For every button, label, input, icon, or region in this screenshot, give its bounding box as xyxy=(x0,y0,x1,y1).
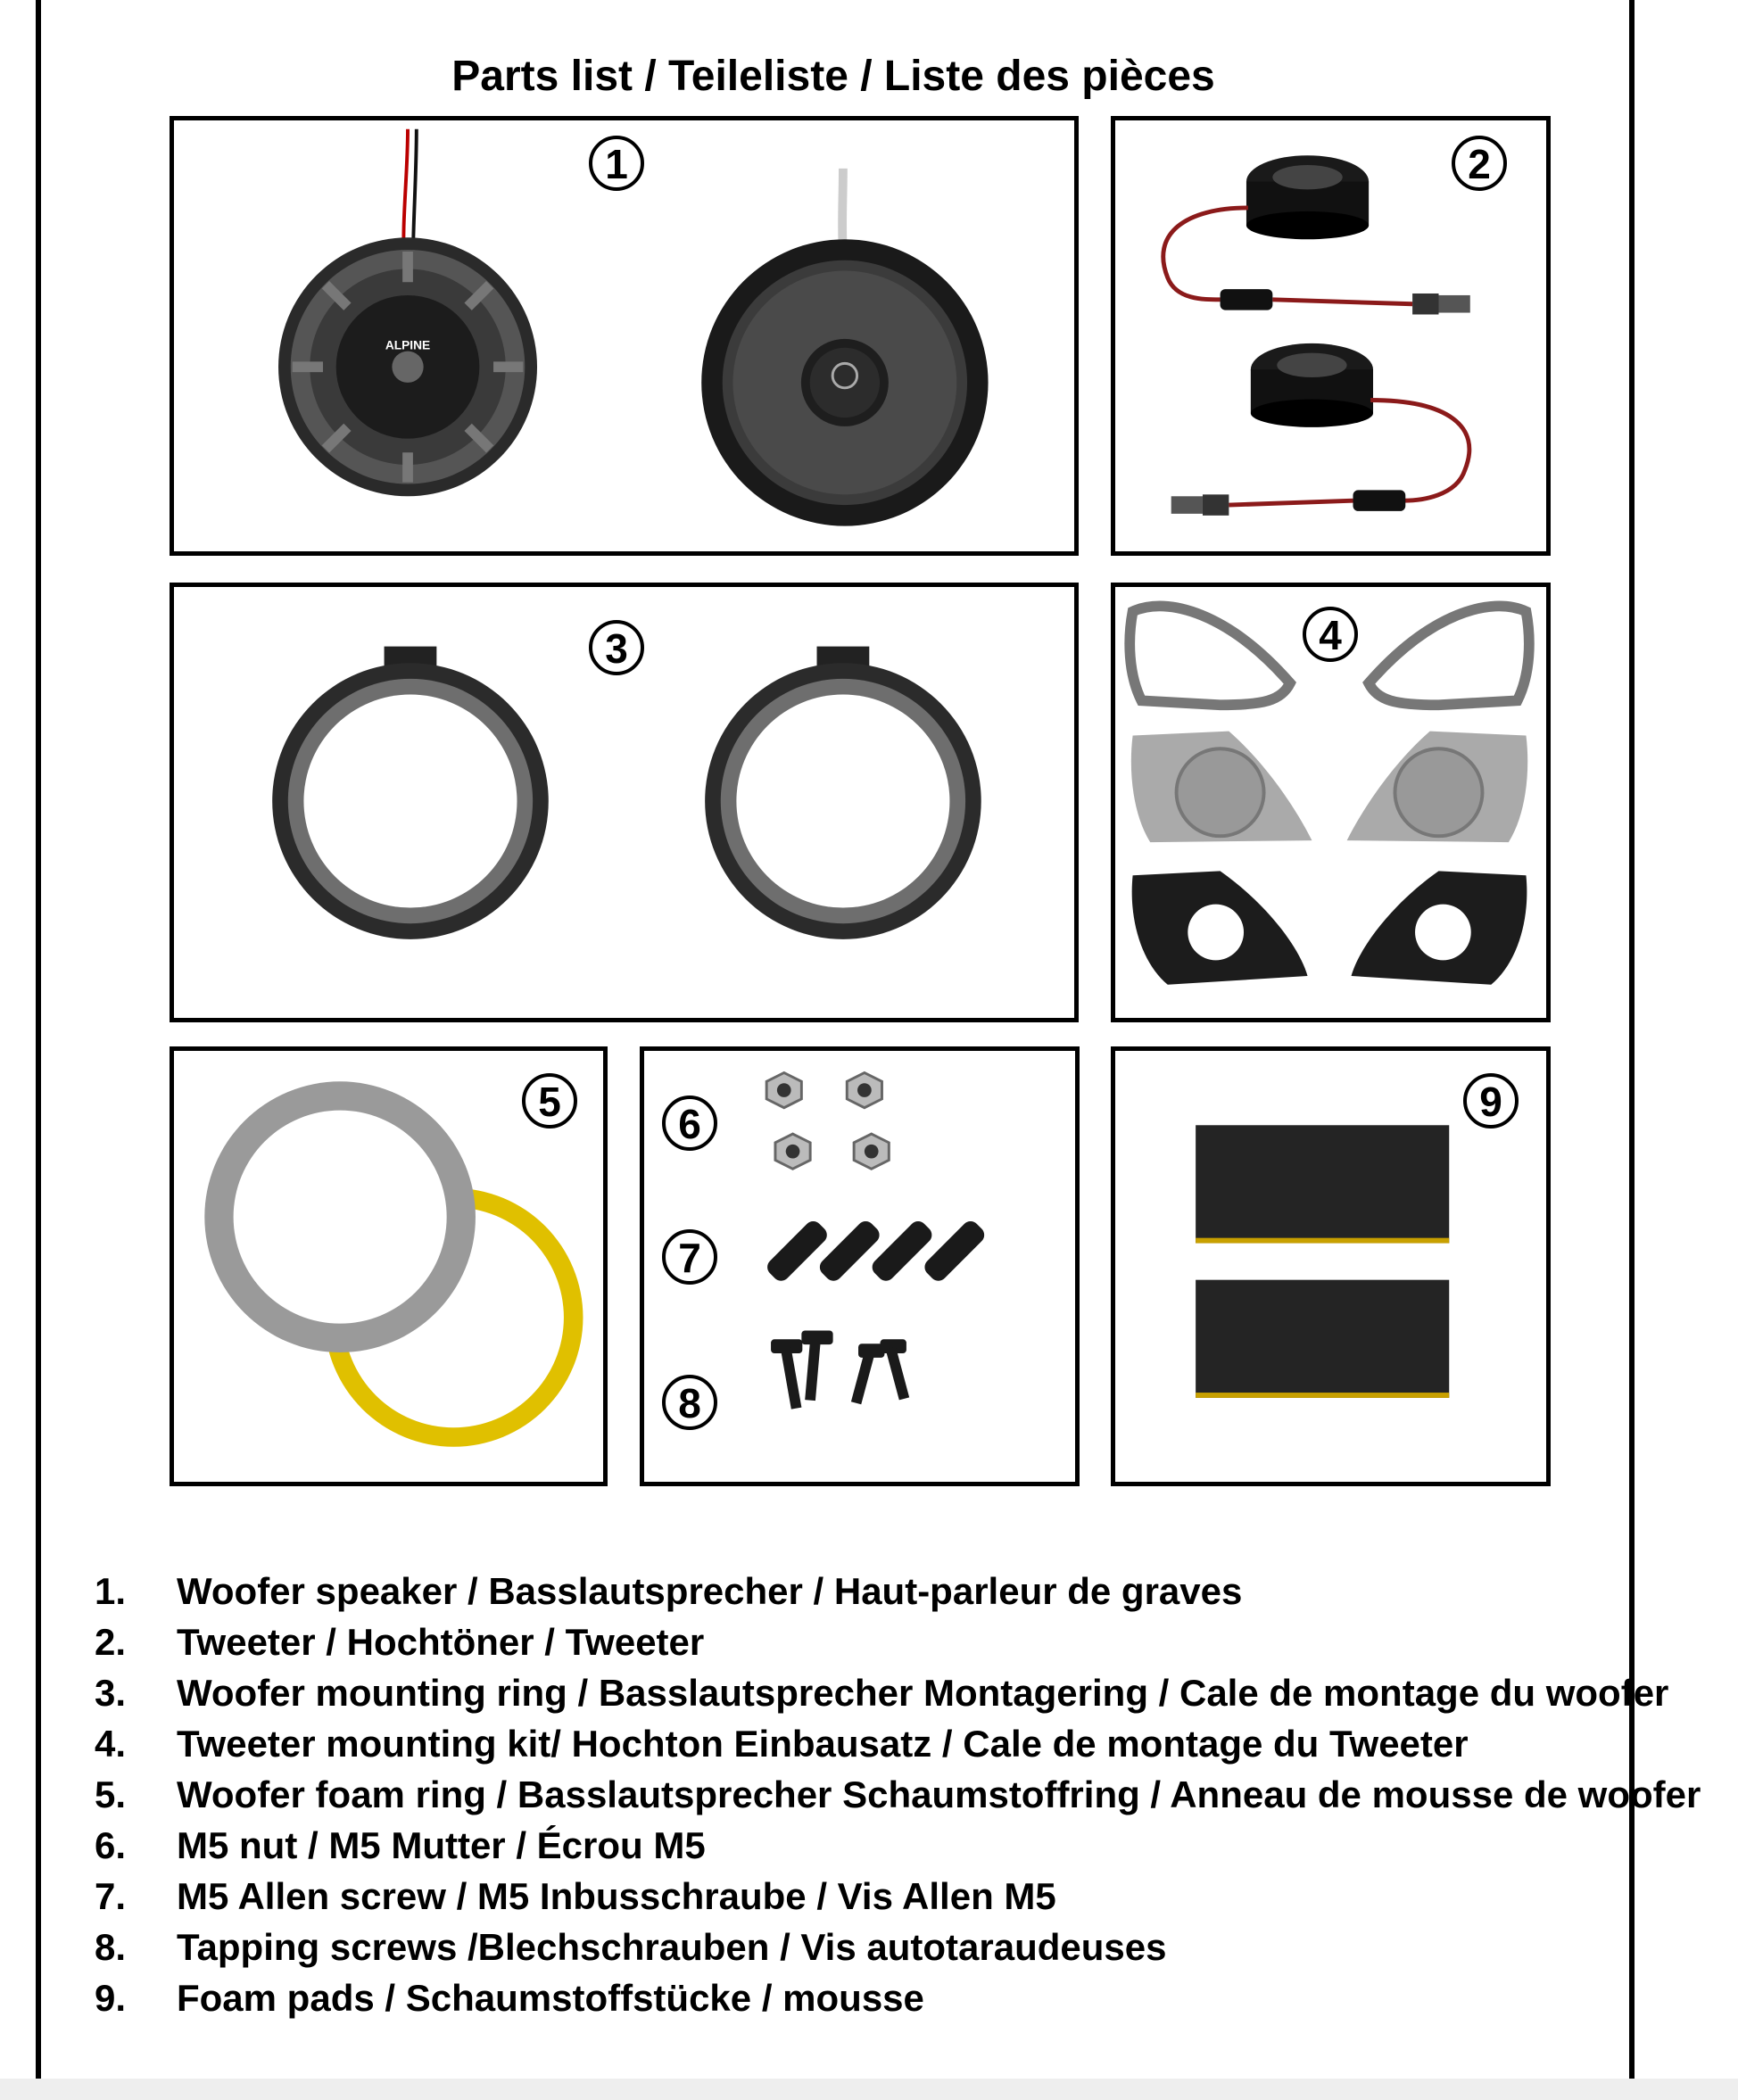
list-item-text: Tweeter / Hochtöner / Tweeter xyxy=(177,1621,705,1663)
panel-foam-pads xyxy=(1111,1046,1551,1486)
list-item-number: 3. xyxy=(95,1672,127,1714)
panel-woofer-speaker xyxy=(170,116,1079,556)
panel-number-8: 8 xyxy=(662,1375,717,1430)
footer-shade xyxy=(0,2079,1738,2100)
panel-number-3: 3 xyxy=(589,620,644,675)
page-border-left xyxy=(36,0,41,2100)
list-item-number: 2. xyxy=(95,1621,127,1663)
woofer-brand-text: ALPINE xyxy=(385,338,431,352)
list-item-number: 6. xyxy=(95,1824,127,1866)
panel-number-6: 6 xyxy=(662,1095,717,1151)
panel-woofer-mounting-ring xyxy=(170,583,1079,1022)
list-item-text: Tweeter mounting kit/ Hochton Einbausatz / Cale de montage du Tweeter xyxy=(177,1723,1469,1765)
m5-allen-screw-image xyxy=(764,1218,988,1285)
panel-number-2: 2 xyxy=(1452,136,1507,191)
tapping-screw-image xyxy=(771,1331,909,1410)
panel-hardware xyxy=(640,1046,1080,1486)
list-item-number: 7. xyxy=(95,1875,127,1917)
list-item-text: Tapping screws /Blechschrauben / Vis autotaraudeuses xyxy=(177,1926,1167,1968)
list-item-text: Woofer foam ring / Basslautsprecher Schaumstoffring / Anneau de mousse de woofer xyxy=(177,1773,1701,1815)
panel-tweeter-mounting-kit xyxy=(1111,583,1551,1022)
panel-tweeter xyxy=(1111,116,1551,556)
page-title: Parts list / Teileliste / Liste des pièces xyxy=(451,53,1215,100)
list-item-text: Foam pads / Schaumstoffstücke / mousse xyxy=(177,1977,924,2019)
panel-number-5: 5 xyxy=(522,1073,577,1129)
list-item-number: 4. xyxy=(95,1723,127,1765)
panel-number-7: 7 xyxy=(662,1229,717,1285)
panel-number-9: 9 xyxy=(1463,1073,1519,1129)
panel-number-4: 4 xyxy=(1303,607,1358,662)
list-item-text: Woofer speaker / Basslautsprecher / Haut-parleur de graves xyxy=(177,1570,1243,1612)
m5-nut-image xyxy=(766,1072,889,1169)
list-item-text: M5 Allen screw / M5 Inbusschraube / Vis Allen M5 xyxy=(177,1875,1056,1917)
list-item-number: 1. xyxy=(95,1570,127,1612)
panel-number-1: 1 xyxy=(589,136,644,191)
list-item-number: 8. xyxy=(95,1926,127,1968)
panel-woofer-foam-ring xyxy=(170,1046,608,1486)
list-item-text: M5 nut / M5 Mutter / Écrou M5 xyxy=(177,1824,706,1866)
list-item-number: 5. xyxy=(95,1773,127,1815)
list-item-number: 9. xyxy=(95,1977,127,2019)
list-item-text: Woofer mounting ring / Basslautsprecher Montagering / Cale de montage du woofer xyxy=(177,1672,1669,1714)
